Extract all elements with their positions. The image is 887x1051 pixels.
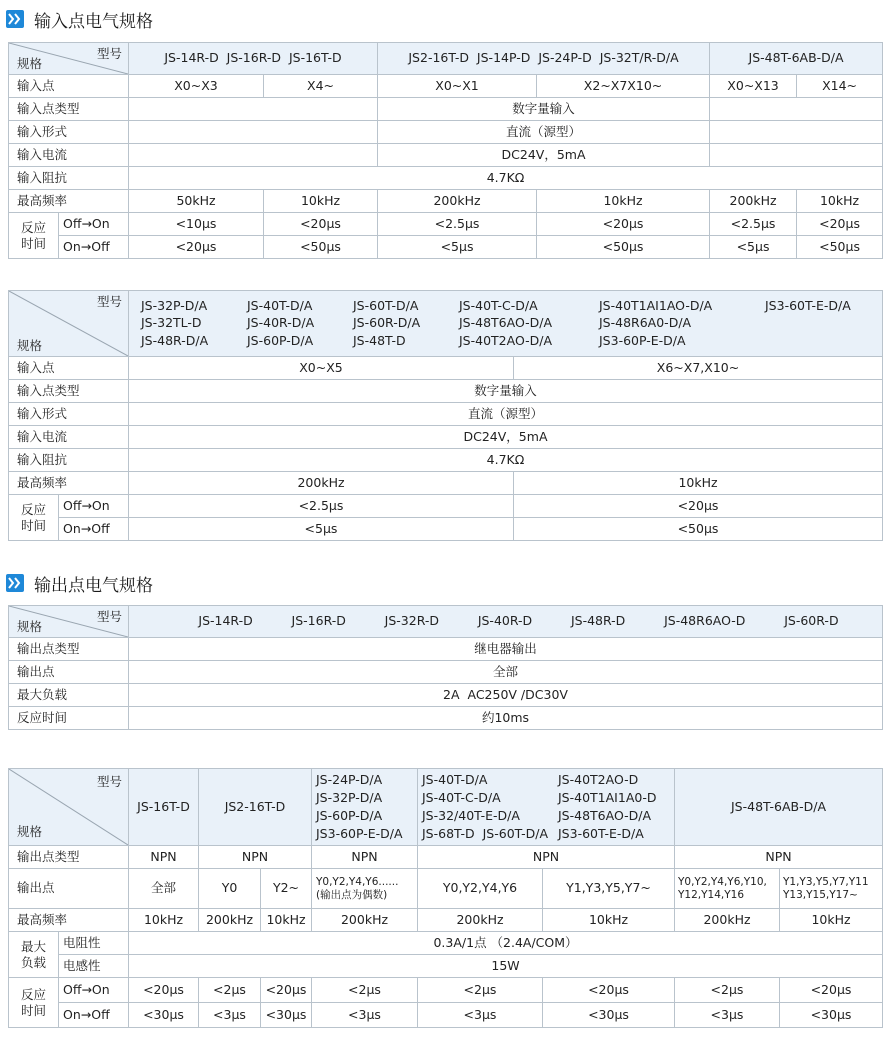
cell: <3μs — [675, 1003, 780, 1028]
model-label: 型号 — [96, 46, 122, 61]
model-item: JS3-60P-E-D/A — [599, 332, 686, 348]
cell: NPN — [129, 846, 199, 869]
cell: 10kHz — [797, 190, 883, 213]
model-item: JS-40T-D/A — [247, 297, 313, 313]
cell: Y0,Y2,Y4,Y6 — [418, 869, 543, 909]
cell: <3μs — [312, 1003, 418, 1028]
cell: <30μs — [543, 1003, 675, 1028]
section-output-title — [6, 570, 153, 596]
cell: Y2~ — [261, 869, 312, 909]
model-list — [129, 606, 883, 638]
cell: NPN — [675, 846, 883, 869]
model-item: JS-40T1AI1AO-D/A — [599, 297, 713, 313]
cell: <5μs — [378, 236, 537, 259]
cell: DC24V，5mA — [378, 144, 710, 167]
model-item: JS3-60T-E-D/A — [558, 826, 644, 841]
empty-cell — [129, 98, 378, 121]
model-group: JS-14R-D JS-16R-D JS-16T-D — [129, 43, 378, 75]
cell: 10kHz — [543, 909, 675, 932]
cell: <50μs — [797, 236, 883, 259]
cell: 10kHz — [261, 909, 312, 932]
row-label: 输入点 — [9, 357, 129, 380]
model-spec-header — [9, 769, 129, 846]
cell: <30μs — [129, 1003, 199, 1028]
row-sublabel: 电感性 — [59, 955, 129, 978]
spec-label: 规格 — [17, 55, 43, 71]
row-label: 反应时间 — [9, 495, 59, 541]
row-sublabel: On→Off — [59, 518, 129, 541]
cell: 4.7KΩ — [129, 449, 883, 472]
model-item: JS-68T-D JS-60T-D/A — [422, 826, 549, 841]
cell: NPN — [199, 846, 312, 869]
chevron-right-icon — [6, 10, 24, 28]
cell: 2A AC250V /DC30V — [129, 684, 883, 707]
model-item: JS-16R-D — [291, 613, 346, 629]
empty-cell — [710, 121, 883, 144]
cell: 10kHz — [780, 909, 883, 932]
model-item: JS3-60P-E-D/A — [316, 826, 403, 841]
cell: 200kHz — [378, 190, 537, 213]
cell: <20μs — [537, 213, 710, 236]
model-item: JS-60P-D/A — [247, 332, 314, 348]
cell-line: (输出点为偶数) — [316, 888, 388, 901]
cell: <3μs — [418, 1003, 543, 1028]
cell: 约10ms — [129, 707, 883, 730]
cell: <2μs — [199, 978, 261, 1003]
model-item: JS-32TL-D — [141, 315, 202, 331]
cell-line: Y0,Y2,Y4,Y6...... — [316, 876, 399, 889]
model-spec-header — [9, 606, 129, 638]
model-item: JS-40R-D — [477, 613, 533, 629]
model-item — [765, 334, 875, 348]
row-label: 反应时间 — [9, 213, 59, 259]
cell: X6~X7,X10~ — [514, 357, 883, 380]
cell: <30μs — [780, 1003, 883, 1028]
cell-line: Y1,Y3,Y5,Y7,Y11 — [783, 876, 869, 889]
row-label: 输入点类型 — [9, 380, 129, 403]
row-label: 输入形式 — [9, 403, 129, 426]
cell: <20μs — [261, 978, 312, 1003]
cell: <20μs — [780, 978, 883, 1003]
cell: X4~ — [264, 75, 378, 98]
row-sublabel: Off→On — [59, 213, 129, 236]
cell: <3μs — [199, 1003, 261, 1028]
model-list — [129, 291, 883, 357]
model-group: JS-48T-6AB-D/A — [675, 769, 883, 846]
section-title-text: 输出点电气规格 — [34, 575, 153, 596]
cell-line: Y12,Y14,Y16 — [678, 888, 744, 901]
model-item: JS-60P-D/A — [316, 808, 383, 823]
cell: NPN — [418, 846, 675, 869]
model-item: JS-40T2AO-D/A — [459, 332, 553, 348]
cell: <50μs — [537, 236, 710, 259]
model-item: JS-40T1AI1A0-D — [558, 790, 657, 805]
chevron-right-icon — [6, 574, 24, 592]
model-item: JS-60R-D — [784, 613, 839, 629]
cell-line: Y13,Y15,Y17~ — [783, 888, 858, 901]
empty-cell — [129, 121, 378, 144]
model-group: JS2-16T-D JS-14P-D JS-24P-D JS-32T/R-D/A — [378, 43, 710, 75]
cell: <5μs — [710, 236, 797, 259]
empty-cell — [129, 144, 378, 167]
empty-cell — [710, 144, 883, 167]
model-item: JS-48R-D — [570, 613, 626, 629]
cell: X0~X3 — [129, 75, 264, 98]
cell: 继电器输出 — [129, 638, 883, 661]
cell: 直流（源型） — [378, 121, 710, 144]
cell: <2μs — [418, 978, 543, 1003]
cell: Y0 — [199, 869, 261, 909]
model-item: JS-40R-D/A — [247, 315, 315, 331]
model-item: JS-24P-D/A — [316, 772, 383, 787]
cell — [780, 869, 883, 909]
cell: 4.7KΩ — [129, 167, 883, 190]
model-item: JS-40T-D/A — [422, 772, 488, 787]
cell: 200kHz — [710, 190, 797, 213]
row-label: 最大负载 — [9, 932, 59, 978]
model-item: JS-32/40T-E-D/A — [422, 808, 520, 823]
model-spec-header — [9, 291, 129, 357]
model-item: JS-40T-C-D/A — [459, 297, 538, 313]
spec-label: 规格 — [17, 823, 43, 839]
cell: 10kHz — [537, 190, 710, 213]
cell: DC24V，5mA — [129, 426, 883, 449]
cell: <50μs — [264, 236, 378, 259]
model-item: JS-48T6AO-D/A — [459, 315, 553, 331]
cell: 10kHz — [514, 472, 883, 495]
cell: 10kHz — [264, 190, 378, 213]
cell: 200kHz — [129, 472, 514, 495]
row-label: 输入电流 — [9, 426, 129, 449]
output-spec-table-relay — [8, 605, 883, 730]
cell: <10μs — [129, 213, 264, 236]
input-spec-table-2 — [8, 290, 883, 541]
model-group — [418, 769, 675, 846]
model-label: 型号 — [96, 774, 122, 789]
output-spec-table-transistor — [8, 768, 883, 1028]
model-label: 型号 — [96, 609, 122, 624]
model-item: JS-32P-D/A — [141, 297, 208, 313]
cell: <5μs — [129, 518, 514, 541]
row-label: 输入点类型 — [9, 98, 129, 121]
row-label: 输入阻抗 — [9, 167, 129, 190]
model-item: JS-48R6AO-D — [664, 613, 746, 629]
cell: 200kHz — [675, 909, 780, 932]
cell: <20μs — [543, 978, 675, 1003]
row-sublabel: On→Off — [59, 1003, 129, 1028]
model-group: JS2-16T-D — [199, 769, 312, 846]
section-input-title — [6, 6, 153, 32]
model-item: JS-48T6AO-D/A — [558, 808, 652, 823]
cell: X0~X13 — [710, 75, 797, 98]
cell: <2.5μs — [129, 495, 514, 518]
cell: <2.5μs — [378, 213, 537, 236]
cell: <2μs — [675, 978, 780, 1003]
input-spec-table-1 — [8, 42, 883, 259]
row-label: 输出点 — [9, 661, 129, 684]
cell: 全部 — [129, 661, 883, 684]
model-group: JS-48T-6AB-D/A — [710, 43, 883, 75]
cell: X14~ — [797, 75, 883, 98]
model-item: JS-48T-D — [353, 332, 406, 348]
row-sublabel: Off→On — [59, 978, 129, 1003]
cell: 全部 — [129, 869, 199, 909]
cell: <20μs — [264, 213, 378, 236]
spec-label: 规格 — [17, 337, 43, 353]
model-group — [312, 769, 418, 846]
cell: <20μs — [129, 236, 264, 259]
cell: 0.3A/1点 （2.4A/COM） — [129, 932, 883, 955]
row-sublabel: Off→On — [59, 495, 129, 518]
cell-line: Y0,Y2,Y4,Y6,Y10, — [678, 876, 767, 889]
cell: X2~X7X10~ — [537, 75, 710, 98]
row-label: 输出点类型 — [9, 638, 129, 661]
model-item: JS-60R-D/A — [353, 315, 421, 331]
row-label: 输出点 — [9, 869, 129, 909]
cell: <30μs — [261, 1003, 312, 1028]
row-label: 反应时间 — [9, 978, 59, 1028]
row-label: 最高频率 — [9, 190, 129, 213]
cell: Y1,Y3,Y5,Y7~ — [543, 869, 675, 909]
cell: 200kHz — [312, 909, 418, 932]
model-item: JS-40T2AO-D — [558, 772, 639, 787]
section-title-text: 输入点电气规格 — [34, 11, 153, 32]
cell: 200kHz — [199, 909, 261, 932]
cell: 15W — [129, 955, 883, 978]
cell: 50kHz — [129, 190, 264, 213]
row-label: 最高频率 — [9, 472, 129, 495]
model-item: JS-48R6A0-D/A — [599, 315, 692, 331]
cell: NPN — [312, 846, 418, 869]
cell: X0~X5 — [129, 357, 514, 380]
cell: 数字量输入 — [378, 98, 710, 121]
cell: X0~X1 — [378, 75, 537, 98]
cell: 直流（源型） — [129, 403, 883, 426]
model-item: JS-60T-D/A — [353, 297, 419, 313]
model-item: JS-32P-D/A — [316, 790, 383, 805]
model-group: JS-16T-D — [129, 769, 199, 846]
model-item: JS-48R-D/A — [141, 332, 209, 348]
model-item: JS3-60T-E-D/A — [765, 297, 851, 313]
row-label: 最大负载 — [9, 684, 129, 707]
row-label: 输入点 — [9, 75, 129, 98]
row-label: 输入阻抗 — [9, 449, 129, 472]
cell: <20μs — [514, 495, 883, 518]
cell: <2μs — [312, 978, 418, 1003]
row-label: 反应时间 — [9, 707, 129, 730]
row-label: 输入形式 — [9, 121, 129, 144]
row-label: 最高频率 — [9, 909, 129, 932]
spec-label: 规格 — [17, 618, 43, 634]
cell: 10kHz — [129, 909, 199, 932]
model-item — [765, 316, 875, 330]
cell: 200kHz — [418, 909, 543, 932]
row-label: 输入电流 — [9, 144, 129, 167]
row-sublabel: On→Off — [59, 236, 129, 259]
cell — [312, 869, 418, 909]
model-spec-header — [9, 43, 129, 75]
cell: <20μs — [797, 213, 883, 236]
cell: 数字量输入 — [129, 380, 883, 403]
cell: <50μs — [514, 518, 883, 541]
cell — [675, 869, 780, 909]
cell: <20μs — [129, 978, 199, 1003]
row-sublabel: 电阻性 — [59, 932, 129, 955]
model-item: JS-40T-C-D/A — [422, 790, 501, 805]
row-label: 输出点类型 — [9, 846, 129, 869]
model-item: JS-32R-D — [384, 613, 440, 629]
empty-cell — [710, 98, 883, 121]
cell: <2.5μs — [710, 213, 797, 236]
model-label: 型号 — [96, 294, 122, 309]
model-item: JS-14R-D — [198, 613, 253, 629]
